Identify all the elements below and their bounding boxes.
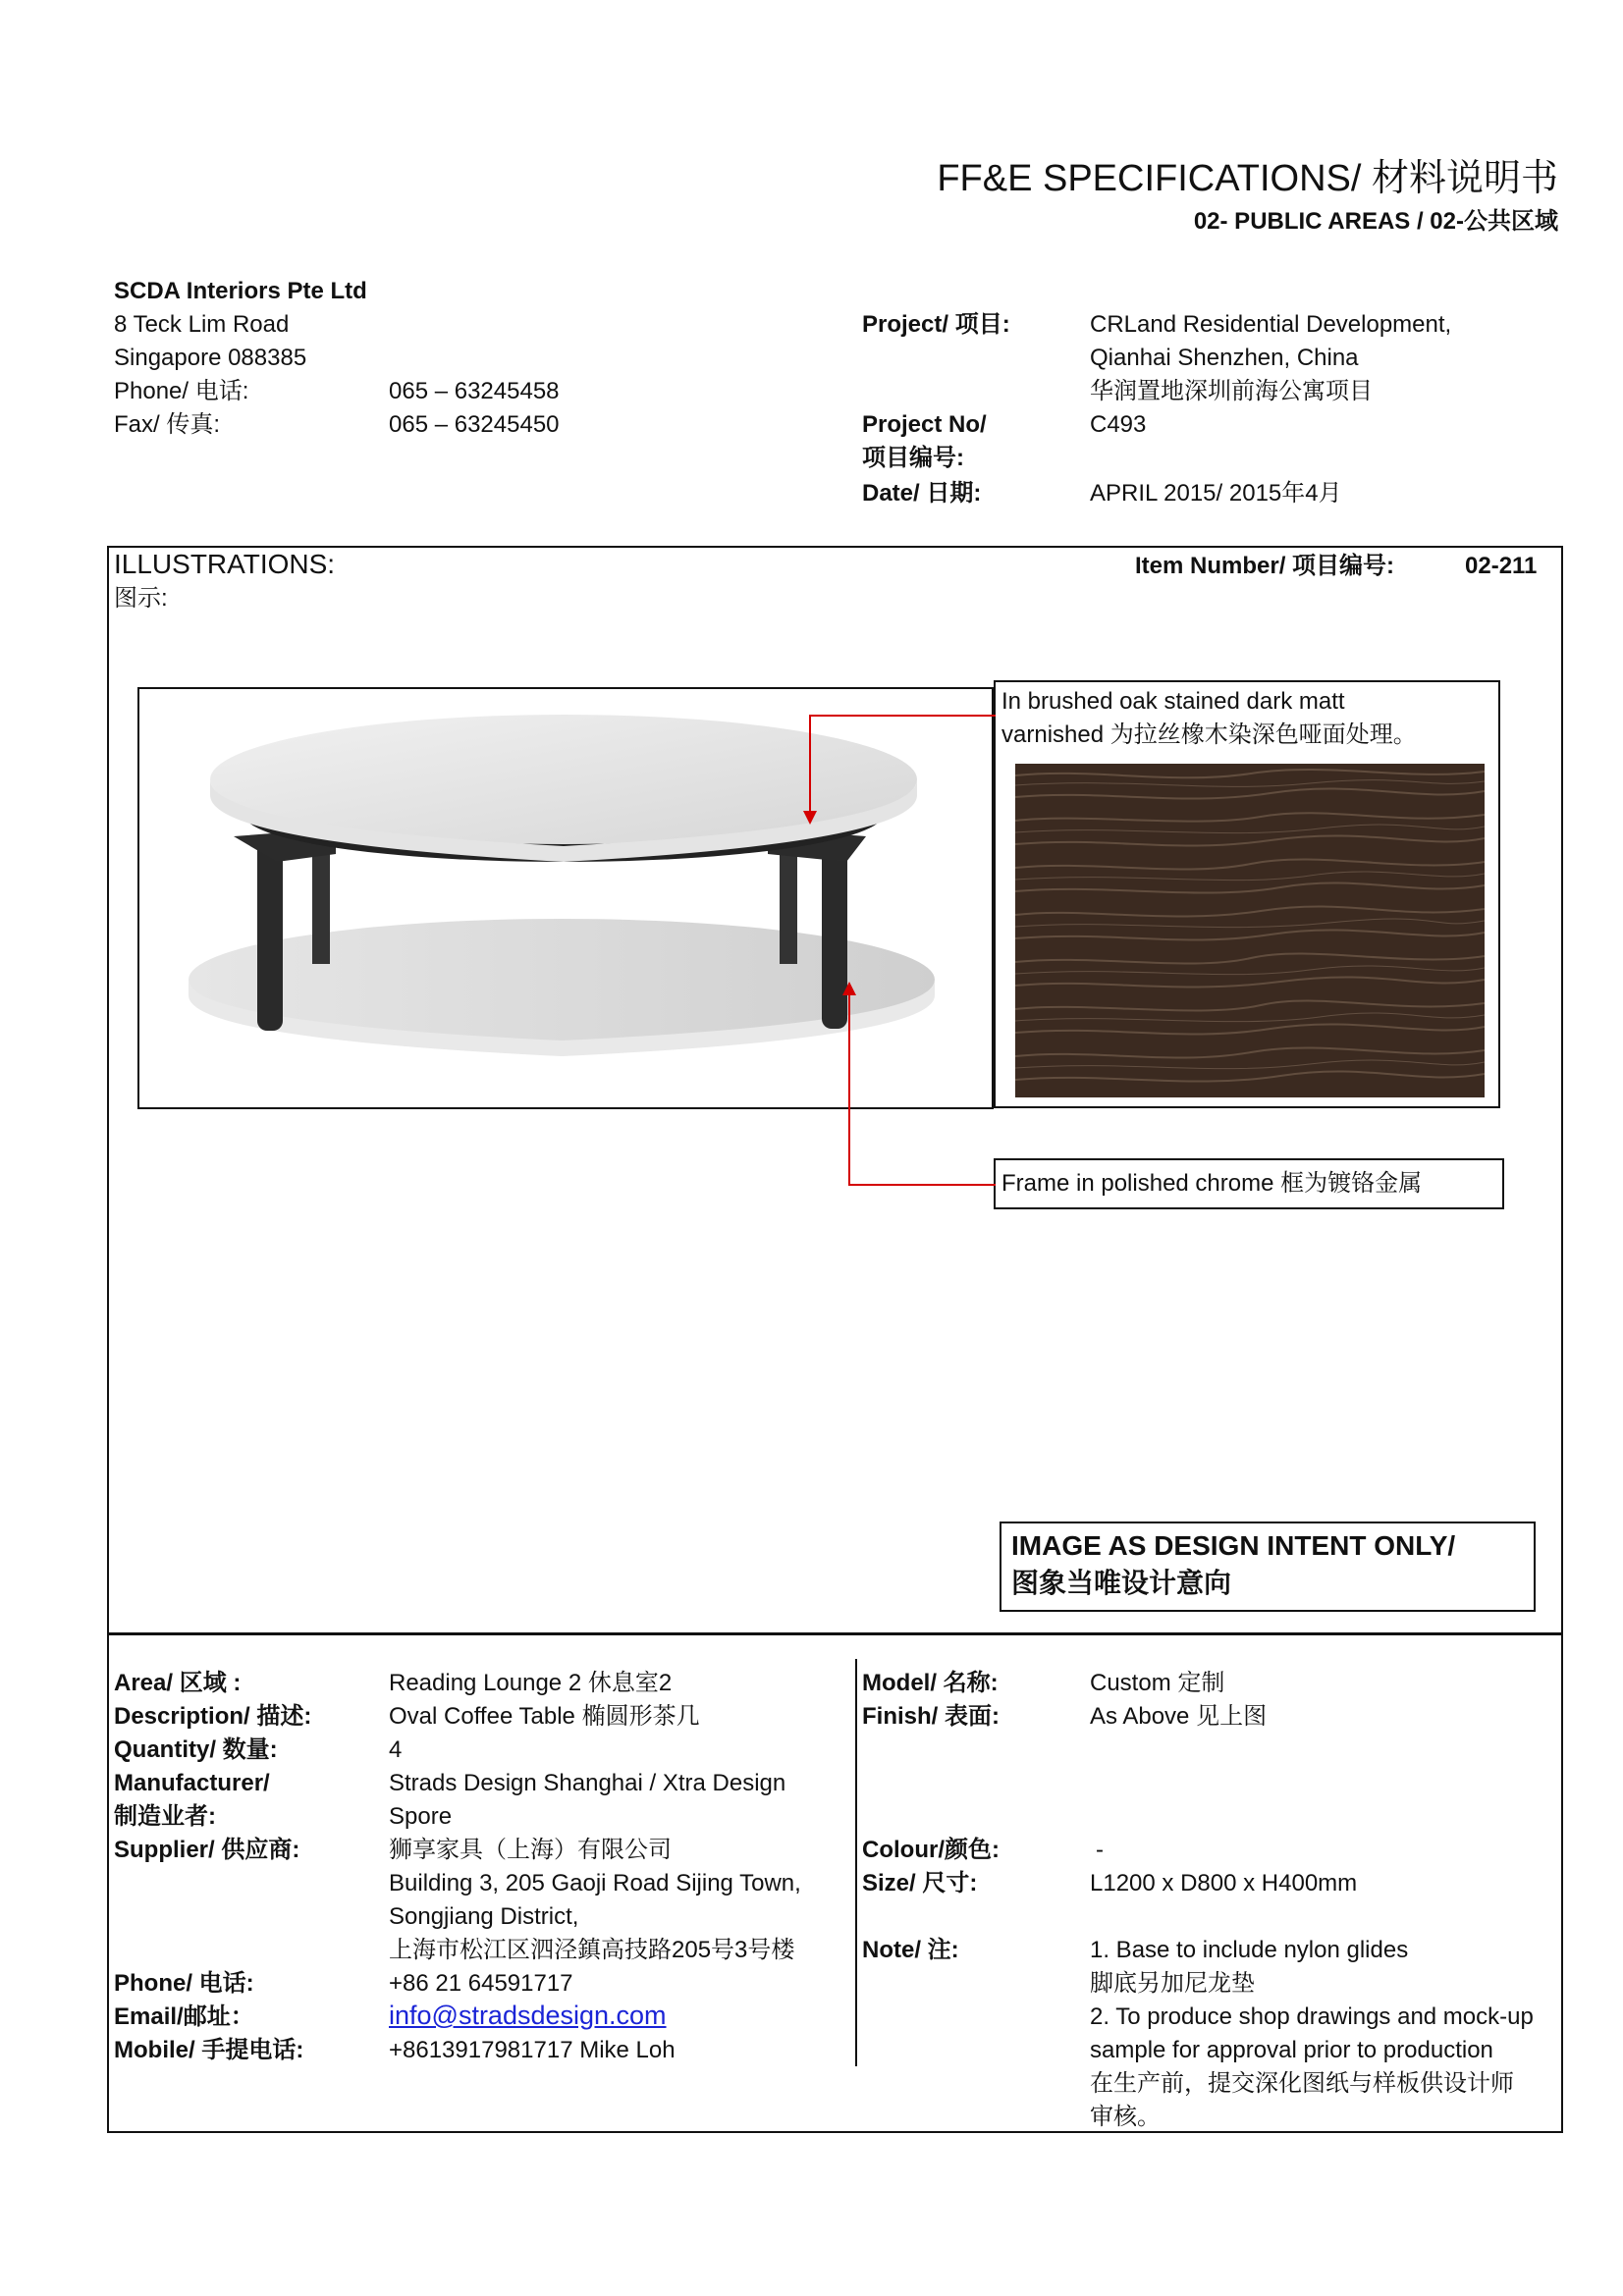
manufacturer-line-1: Strads Design Shanghai / Xtra Design xyxy=(389,1770,786,1796)
company-fax: 065 – 63245450 xyxy=(389,411,560,438)
supplier-label: Supplier/ 供应商: xyxy=(114,1837,300,1863)
illustrations-title-cn: 图示: xyxy=(114,585,168,612)
supplier-line-1: 狮享家具（上海）有限公司 xyxy=(389,1837,672,1863)
description-label: Description/ 描述: xyxy=(114,1703,312,1730)
email-link[interactable]: info@stradsdesign.com xyxy=(389,2001,667,2030)
date-label: Date/ 日期: xyxy=(862,480,982,507)
company-phone-label: Phone/ 电话: xyxy=(114,378,249,404)
company-fax-label: Fax/ 传真: xyxy=(114,411,221,438)
date-value: APRIL 2015/ 2015年4月 xyxy=(1090,480,1342,507)
arrow-up-icon xyxy=(842,982,856,995)
page-title: FF&E SPECIFICATIONS/ 材料说明书 xyxy=(937,158,1558,199)
mobile-value: +8613917981717 Mike Loh xyxy=(389,2037,676,2063)
product-image-frame xyxy=(137,687,994,1109)
leader-line-frame-vertical xyxy=(848,994,850,1186)
size-value: L1200 x D800 x H400mm xyxy=(1090,1870,1358,1896)
supplier-line-2: Building 3, 205 Gaoji Road Sijing Town, xyxy=(389,1870,801,1896)
area-value: Reading Lounge 2 休息室2 xyxy=(389,1670,673,1696)
supplier-phone-label: Phone/ 电话: xyxy=(114,1970,254,1997)
coffee-table-image xyxy=(139,689,992,1107)
project-no: C493 xyxy=(1090,411,1147,438)
leader-line-wood-vertical xyxy=(809,715,811,813)
item-number: 02-211 xyxy=(1465,553,1538,579)
supplier-line-3: Songjiang District, xyxy=(389,1903,579,1930)
note-line-2: 脚底另加尼龙垫 xyxy=(1090,1970,1255,1997)
manufacturer-line-2: Spore xyxy=(389,1803,453,1830)
illustrations-title: ILLUSTRATIONS: xyxy=(114,549,336,579)
mobile-label: Mobile/ 手提电话: xyxy=(114,2037,304,2063)
project-line-3: 华润置地深圳前海公寓项目 xyxy=(1090,378,1373,404)
company-address-2: Singapore 088385 xyxy=(114,345,307,371)
company-phone: 065 – 63245458 xyxy=(389,378,560,404)
area-label: Area/ 区域 : xyxy=(114,1670,242,1696)
colour-label: Colour/颜色: xyxy=(862,1837,1000,1863)
note-label: Note/ 注: xyxy=(862,1937,959,1963)
project-label: Project/ 项目: xyxy=(862,311,1010,338)
project-no-label: Project No/ xyxy=(862,411,987,438)
note-line-1: 1. Base to include nylon glides xyxy=(1090,1937,1409,1963)
finish-value: As Above 见上图 xyxy=(1090,1703,1268,1730)
size-label: Size/ 尺寸: xyxy=(862,1870,978,1896)
arrow-down-icon xyxy=(803,811,817,825)
quantity-value: 4 xyxy=(389,1736,403,1763)
details-divider xyxy=(855,1659,857,2066)
company-name: SCDA Interiors Pte Ltd xyxy=(114,278,367,304)
model-value: Custom 定制 xyxy=(1090,1670,1225,1696)
project-line-2: Qianhai Shenzhen, China xyxy=(1090,345,1359,371)
table-leg xyxy=(822,834,847,1029)
colour-value: - xyxy=(1096,1837,1104,1863)
leader-line-wood xyxy=(809,715,996,717)
project-line-1: CRLand Residential Development, xyxy=(1090,311,1452,338)
email-label: Email/邮址： xyxy=(114,2003,254,2030)
wood-texture-swatch xyxy=(1015,764,1485,1097)
quantity-label: Quantity/ 数量: xyxy=(114,1736,278,1763)
note-line-3: 2. To produce shop drawings and mock-up xyxy=(1090,2003,1534,2030)
frame-callout-text: Frame in polished chrome 框为镀铬金属 xyxy=(1001,1170,1423,1197)
wood-callout-line-1: In brushed oak stained dark matt xyxy=(1001,688,1345,715)
project-no-label-cn: 项目编号: xyxy=(862,445,964,471)
design-intent-line-2: 图象当唯设计意向 xyxy=(1011,1568,1232,1598)
table-leg xyxy=(257,834,283,1031)
note-line-6: 审核。 xyxy=(1090,2104,1161,2130)
description-value: Oval Coffee Table 椭圆形茶几 xyxy=(389,1703,700,1730)
manufacturer-label: Manufacturer/ xyxy=(114,1770,270,1796)
page-subtitle: 02- PUBLIC AREAS / 02-公共区域 xyxy=(1193,208,1558,235)
leader-line-frame xyxy=(848,1184,996,1186)
model-label: Model/ 名称: xyxy=(862,1670,999,1696)
supplier-line-4: 上海市松江区泗泾鎮高技路205号3号楼 xyxy=(389,1937,795,1963)
item-number-label: Item Number/ 项目编号: xyxy=(1135,553,1395,579)
note-line-4: sample for approval prior to production xyxy=(1090,2037,1493,2063)
supplier-phone: +86 21 64591717 xyxy=(389,1970,573,1997)
design-intent-line-1: IMAGE AS DESIGN INTENT ONLY/ xyxy=(1011,1530,1456,1561)
manufacturer-label-cn: 制造业者: xyxy=(114,1803,216,1830)
wood-callout-line-2: varnished 为拉丝橡木染深色哑面处理。 xyxy=(1001,721,1417,748)
company-address-1: 8 Teck Lim Road xyxy=(114,311,290,338)
finish-label: Finish/ 表面: xyxy=(862,1703,1000,1730)
note-line-5: 在生产前，提交深化图纸与样板供设计师 xyxy=(1090,2070,1514,2097)
